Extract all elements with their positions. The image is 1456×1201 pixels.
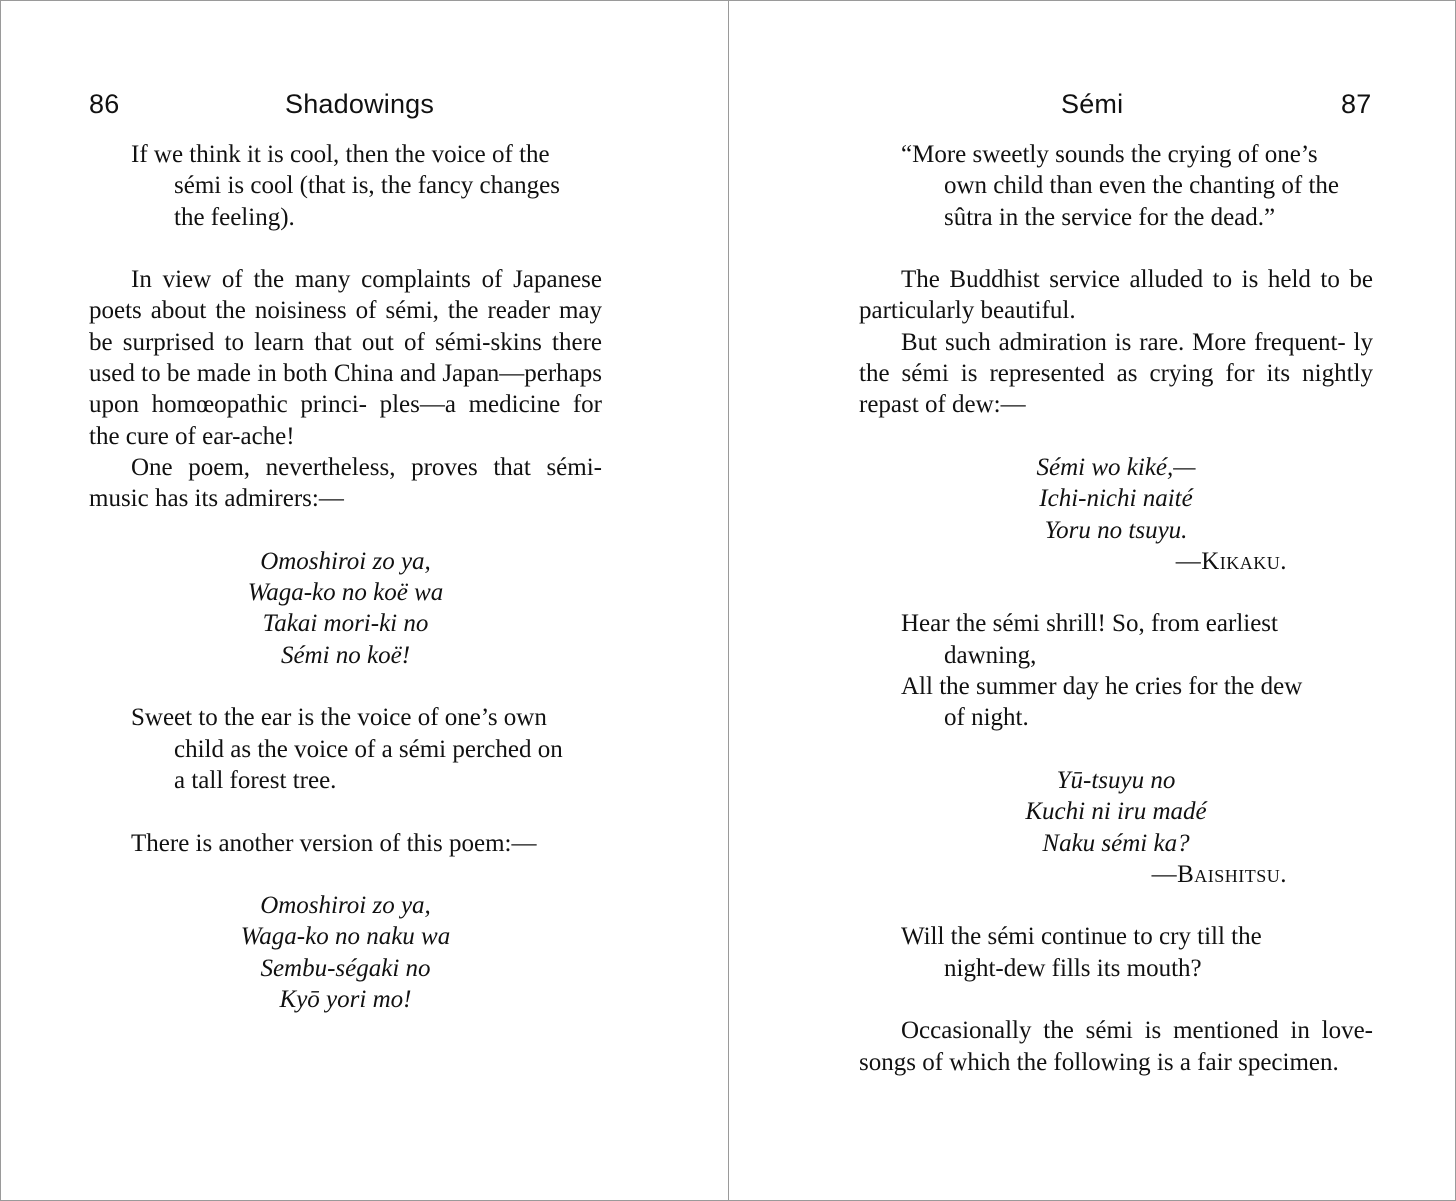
poem-line: Yoru no tsuyu. [1044, 516, 1188, 544]
text-line: Sweet to the ear is the voice of one’s own [131, 704, 547, 732]
text-line: sûtra in the service for the dead.” [944, 203, 1276, 231]
poem-line: Kuchi ni iru madé [1025, 798, 1207, 826]
poem [859, 452, 1373, 546]
poem-attribution: —Kikaku. [1175, 547, 1287, 575]
verse-translation [859, 608, 1373, 733]
text-line: All the summer day he cries for the dew [901, 673, 1303, 701]
translation-block [89, 702, 602, 796]
left-page [1, 1, 728, 1200]
text-line: own child than even the chanting of the [944, 172, 1340, 200]
translation-block [89, 139, 602, 233]
poem-line: Sémi wo kiké,— [1036, 453, 1196, 481]
text-line: a tall forest tree. [174, 766, 337, 794]
text-line: Will the sémi continue to cry till the [901, 923, 1262, 951]
paragraph: There is another version of this poem:— [131, 829, 537, 857]
running-head-right: Sémi [1061, 89, 1124, 119]
poem-line: Ichi-nichi naité [1039, 485, 1193, 513]
text-line: sémi is cool (that is, the fancy changes [174, 172, 560, 200]
poem-line: Kyō yori mo! [279, 986, 412, 1014]
text-line: “More sweetly sounds the crying of one’s [901, 141, 1318, 168]
poem-line: Takai mori-ki no [262, 610, 429, 638]
poem [89, 546, 602, 671]
left-page-text [89, 139, 602, 1015]
text-line: dawning, [944, 641, 1037, 669]
poem-line: Yū-tsuyu no [1056, 766, 1176, 794]
text-line: child as the voice of a sémi perched on [174, 735, 563, 763]
page-number-right: 87 [1341, 89, 1372, 119]
text-line: Hear the sémi shrill! So, from earliest [901, 610, 1278, 638]
poem-line: Naku sémi ka? [1042, 829, 1190, 857]
page-number-left: 86 [89, 89, 120, 119]
right-page [729, 1, 1456, 1200]
poem-line: Sémi no koë! [280, 641, 411, 669]
right-page-text [859, 139, 1373, 1078]
text-line: If we think it is cool, then the voice of the [131, 141, 550, 168]
poem-line: Omoshiroi zo ya, [260, 547, 431, 575]
translation-block [859, 139, 1373, 233]
translation-block [859, 921, 1373, 984]
paragraph: But such admiration is rare. More frequent- ly the sémi is represented as crying for its nightly repast of dew:— [859, 328, 1373, 419]
text-line: of night. [944, 704, 1029, 732]
poem-line: Omoshiroi zo ya, [260, 892, 431, 920]
poem-attribution: —Baishitsu. [1151, 860, 1287, 888]
text-line: night-dew fills its mouth? [944, 954, 1202, 982]
paragraph: The Buddhist service alluded to is held to be particularly beautiful. [859, 266, 1373, 325]
poem-line: Waga-ko no koë wa [247, 579, 444, 607]
paragraph: One poem, nevertheless, proves that sémi-music has its admirers:— [89, 453, 602, 513]
poem-line: Waga-ko no naku wa [240, 923, 451, 951]
poem-line: Sembu-ségaki no [260, 954, 431, 982]
paragraph: In view of the many complaints of Japanese poets about the noisiness of sémi, the reader may be surprised to learn that out of sémi-skins there used to be made in both China and Japan—perhaps upon homœopathic princi- ples—a medicine for the cure of ear-ache! [89, 266, 602, 450]
running-head-left: Shadowings [285, 89, 435, 119]
poem [89, 890, 602, 1015]
text-line: the feeling). [174, 203, 295, 231]
paragraph: Occasionally the sémi is mentioned in love- songs of which the following is a fair specimen. [859, 1017, 1373, 1076]
poem [859, 765, 1373, 859]
